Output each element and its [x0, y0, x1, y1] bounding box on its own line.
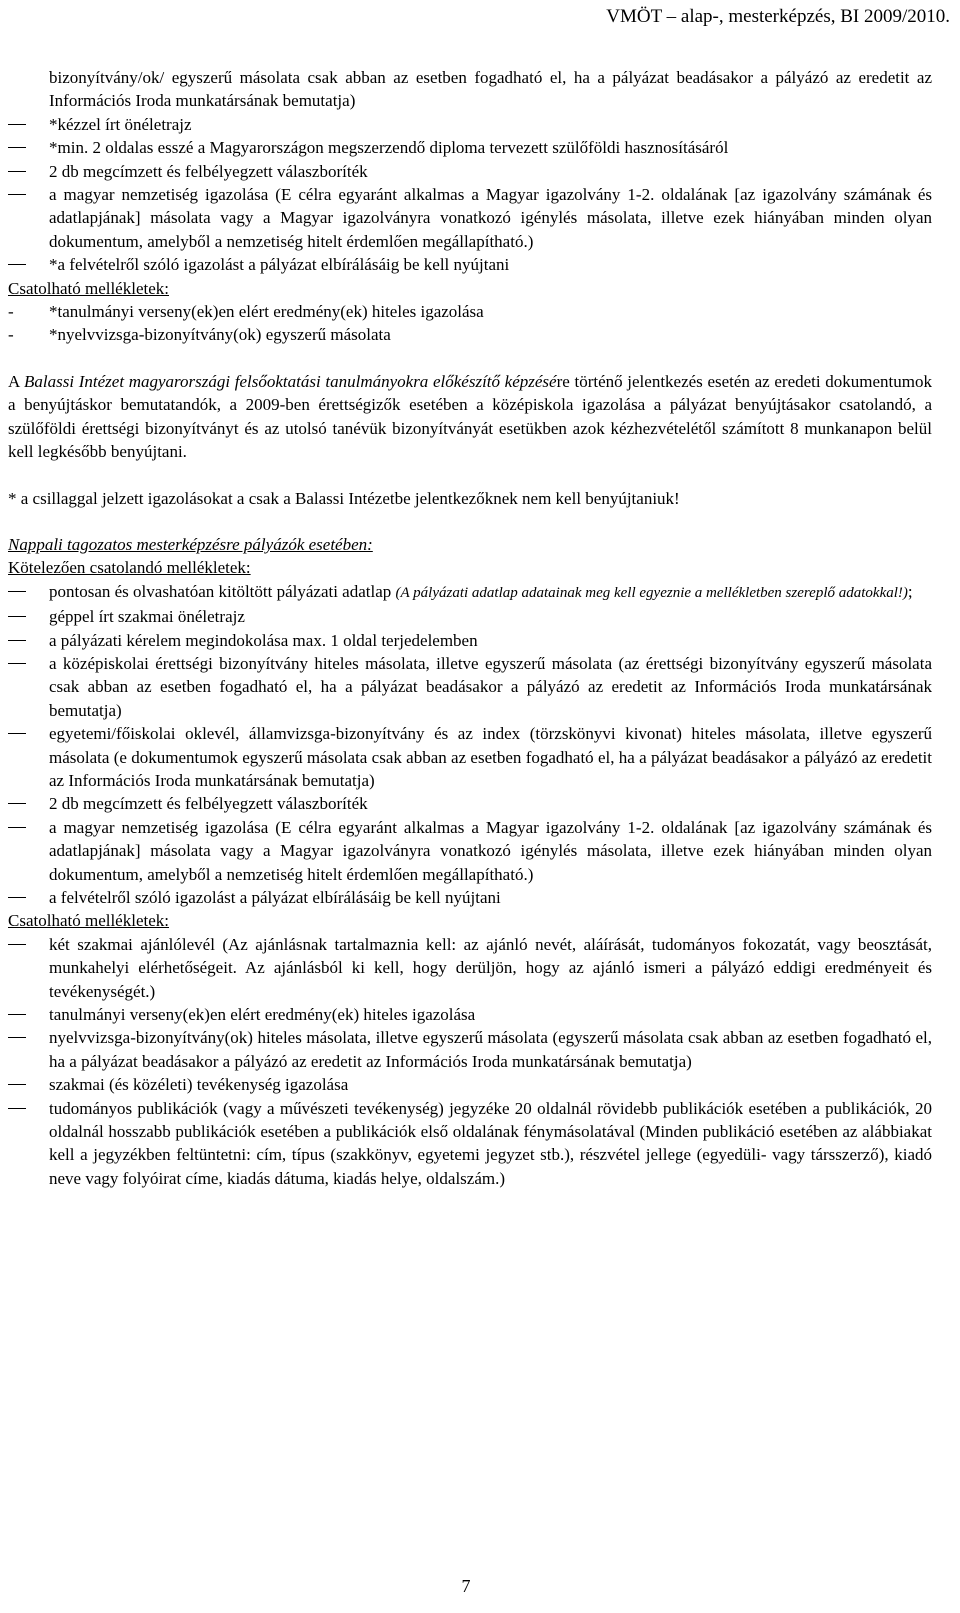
running-header: VMÖT – alap-, mesterképzés, BI 2009/2010.: [606, 6, 950, 27]
mandatory-attachments-heading: Kötelezően csatolandó mellékletek:: [8, 558, 251, 578]
list-item: a magyar nemzetiség igazolása (E célra egyaránt alkalmas a Magyar igazolvány 1-2. oldalának [az igazolvány számának és adatlapjának] másolata vagy a Magyar igazolványra vonatkozó igénylés másolata, illetve ezek hiányában minden olyan dokumentum, amelyből a nemzetiség hitelt érdemlően megállapítható.): [8, 816, 932, 886]
spacer: [8, 464, 932, 487]
list-item: egyetemi/főiskolai oklevél, államvizsga-bizonyítvány és az index (törzskönyvi kivonat) hiteles másolata, illetve egyszerű másolata (e dokumentumok egyszerű másolata csak abban az esetben fogadható el, ha a pályázat beadásakor a pályázó az eredetit az Információs Iroda munkatársának bemutatja): [8, 722, 932, 792]
list-item: 2 db megcímzett és felbélyegzett válaszboríték: [8, 792, 932, 815]
list-item: a felvételről szóló igazolást a pályázat elbírálásáig be kell nyújtani: [8, 886, 932, 909]
page-number: 7: [461, 1576, 471, 1596]
balassi-post: re történő jelentkezés esetén az eredeti dokumentumok a benyújtáskor bemutatandók, a 2009-ben érettségizők esetében a középiskola igazolása a pályázat benyújtásakor csatolandó, a szülőföldi érettségi bizonyítványt és az utolsó tanévük bizonyítványát esetükben azok kézhezvételétől számított 8 munkanapon belül kell legkésőbb benyújtani.: [8, 371, 932, 462]
list-item-end: ;: [907, 581, 913, 601]
list-item: a középiskolai érettségi bizonyítvány hiteles másolata, illetve egyszerű másolata (az érettségi bizonyítvány egyszerű másolata csak abban az esetben fogadható el, ha a pályázat beadásakor a pályázó az eredetit az Információs Iroda munkatársának bemutatja): [8, 652, 932, 722]
balassi-institute-name: Balassi Intézet magyarországi felsőoktatási tanulmányokra előkészítő képzésé: [24, 371, 557, 391]
list-item: - *tanulmányi verseny(ek)en elért eredmény(ek) hiteles igazolása: [8, 300, 932, 323]
list-item: két szakmai ajánlólevél (Az ajánlásnak tartalmaznia kell: az ajánló nevét, aláírását, tudományos fokozatát, vagy beosztását, munkahelyi elérhetőségeit. Az ajánlásból ki kell, hogy derüljön, hogy az ajánló ismeri a pályázó eddigi eredményeit és tevékenységét.): [8, 933, 932, 1003]
list-item: tanulmányi verseny(ek)en elért eredmény(ek) hiteles igazolása: [8, 1003, 932, 1026]
list-item: tudományos publikációk (vagy a művészeti tevékenység) jegyzéke 20 oldalnál rövidebb publikációk esetében a publikációk, 20 oldalnál hosszabb publikációk esetében a publikációk első oldalának fénymásolatával (Minden publikáció esetében az alábbiakat kell a jegyzékben feltüntetni: cím, típus (szakkönyv, egyetemi jegyzet stb.), részvétel jellege (egyedüli- vagy társszerző), kiadó neve vagy folyóirat címe, kiadás dátuma, kiadás helye, oldalszám.): [8, 1097, 932, 1191]
balassi-pre: A: [8, 371, 25, 391]
list-item: a magyar nemzetiség igazolása (E célra egyaránt alkalmas a Magyar igazolvány 1-2. oldalának [az igazolvány számának és adatlapjának] másolata vagy a Magyar igazolványra vonatkozó igénylés másolata, illetve ezek hiányában minden olyan dokumentum, amelyből a nemzetiség hitelt érdemlően megállapítható.): [8, 183, 932, 253]
list-item: géppel írt szakmai önéletrajz: [8, 605, 932, 628]
spacer: [8, 347, 932, 370]
list-item: [8, 580, 932, 605]
list-item: 2 db megcímzett és felbélyegzett válaszboríték: [8, 160, 932, 183]
list-item: *kézzel írt önéletrajz: [8, 113, 932, 136]
page-content: [8, 66, 932, 1190]
list-item-note: (A pályázati adatlap adatainak meg kell egyeznie a mellékletben szereplő adatokkal!): [395, 584, 908, 601]
list-item: - *nyelvvizsga-bizonyítvány(ok) egyszerű másolata: [8, 323, 932, 346]
footnote: * a csillaggal jelzett igazolásokat a csak a Balassi Intézetbe jelentkezőknek nem kell benyújtaniuk!: [8, 488, 680, 508]
spacer: [8, 510, 932, 533]
continuation-text: bizonyítvány/ok/ egyszerű másolata csak abban az esetben fogadható el, ha a pályázat beadásakor a pályázó az eredetit az Információs Iroda munkatársának bemutatja): [49, 68, 932, 111]
optional-attachments-heading: Csatolható mellékletek:: [8, 278, 169, 298]
list-item: *a felvételről szóló igazolást a pályázat elbírálásáig be kell nyújtani: [8, 253, 932, 276]
list-item: *min. 2 oldalas esszé a Magyarországon megszerzendő diploma tervezett szülőföldi hasznosításáról: [8, 136, 932, 159]
optional-attachments-heading: Csatolható mellékletek:: [8, 911, 169, 931]
balassi-paragraph: [8, 370, 932, 464]
list-item: a pályázati kérelem megindokolása max. 1 oldal terjedelemben: [8, 629, 932, 652]
list-item: szakmai (és közéleti) tevékenység igazolása: [8, 1073, 932, 1096]
list-item-main: pontosan és olvashatóan kitöltött pályázati adatlap: [49, 581, 396, 601]
section-heading: Nappali tagozatos mesterképzésre pályázók esetében:: [8, 534, 373, 554]
list-item: nyelvvizsga-bizonyítvány(ok) hiteles másolata, illetve egyszerű másolata (egyszerű másolata csak abban az esetben fogadható el, ha a pályázat beadásakor a pályázó az eredetit az Információs Iroda munkatársának bemutatja): [8, 1026, 932, 1073]
